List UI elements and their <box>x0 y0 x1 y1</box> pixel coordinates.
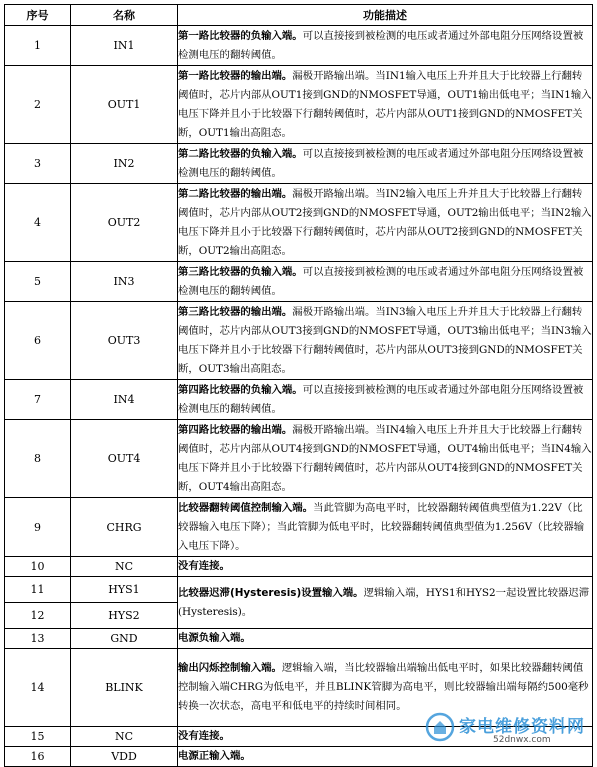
description-title: 第三路比较器的负输入端。 <box>178 265 303 278</box>
pin-function-table <box>4 4 593 767</box>
description-text: 逻辑输入端，当比较器输出端输出低电平时，如果比较器翻转阈值控制输入端CHRG为低电平，并且BLINK管脚为高电平，则比较器输出端每隔约500毫秒转换一次状态，高电平和低电平的持续时间相同。 <box>178 662 589 712</box>
pin-number: 6 <box>5 302 71 380</box>
table-row <box>5 498 593 557</box>
table-row <box>5 577 593 603</box>
pin-description <box>178 66 593 144</box>
pin-name: IN1 <box>71 26 178 66</box>
table-row <box>5 184 593 262</box>
description-text: 漏极开路输出端。当IN3输入电压上升并且大于比较器上行翻转阈值时，芯片内部从OUT3接到GND的NMOSFET导通，OUT3输出低电平；当IN3输入电压下降并且小于比较器下行翻转阈值时，芯片内部从OUT3接到GND的NMOSFET关断，OUT3输出高阻态。 <box>178 305 592 375</box>
description-title: 电源负输入端。 <box>178 632 251 644</box>
pin-name: BLINK <box>71 649 178 727</box>
description-title: 比较器翻转阈值控制输入端。 <box>178 501 314 514</box>
table-row <box>5 144 593 184</box>
watermark-text: 家电维修资料网 <box>459 717 585 737</box>
description-title: 第一路比较器的输出端。 <box>178 69 293 82</box>
description-title: 第四路比较器的输出端。 <box>178 423 293 436</box>
table-row <box>5 557 593 577</box>
description-text: 漏极开路输出端。当IN2输入电压上升并且大于比较器上行翻转阈值时，芯片内部从OUT2接到GND的NMOSFET导通，OUT2输出低电平；当IN2输入电压下降并且小于比较器下行翻转阈值时，芯片内部从OUT2接到GND的NMOSFET关断，OUT2输出高阻态。 <box>178 187 592 257</box>
table-header-row <box>5 5 593 26</box>
pin-description <box>178 302 593 380</box>
pin-description <box>178 629 593 649</box>
pin-name: VDD <box>71 747 178 767</box>
pin-number: 9 <box>5 498 71 557</box>
pin-description <box>178 262 593 302</box>
pin-name: NC <box>71 727 178 747</box>
description-title: 比较器迟滞(Hysteresis)设置输入端。 <box>178 586 364 599</box>
description-text: 可以直接接到被检测的电压或者通过外部电阻分压网络设置被检测电压的翻转阈值。 <box>178 383 584 415</box>
table-row <box>5 380 593 420</box>
pin-description <box>178 498 593 557</box>
pin-name: HYS1 <box>71 577 178 603</box>
description-title: 电源正输入端。 <box>178 750 251 762</box>
description-title: 第二路比较器的负输入端。 <box>178 147 303 160</box>
pin-number: 2 <box>5 66 71 144</box>
description-text: 当此管脚为高电平时，比较器翻转阈值典型值为1.22V（比较器输入电压下降）；当此管脚为低电平时，比较器翻转阈值典型值为1.256V（比较器输入电压下降）。 <box>178 501 585 552</box>
site-watermark <box>419 710 591 752</box>
pin-name: OUT2 <box>71 184 178 262</box>
pin-description <box>178 26 593 66</box>
description-text: 可以直接接到被检测的电压或者通过外部电阻分压网络设置被检测电压的翻转阈值。 <box>178 265 584 297</box>
pin-number: 15 <box>5 727 71 747</box>
pin-number: 3 <box>5 144 71 184</box>
description-title: 第一路比较器的负输入端。 <box>178 29 303 42</box>
description-text: 漏极开路输出端。当IN1输入电压上升并且大于比较器上行翻转阈值时，芯片内部从OUT1接到GND的NMOSFET导通，OUT1输出低电平；当IN1输入电压下降并且小于比较器下行翻转阈值时，芯片内部从OUT1接到GND的NMOSFET关断，OUT1输出高阻态。 <box>178 69 592 139</box>
pin-number: 16 <box>5 747 71 767</box>
pin-name: NC <box>71 557 178 577</box>
pin-number: 11 <box>5 577 71 603</box>
pin-name: HYS2 <box>71 603 178 629</box>
pin-name: OUT4 <box>71 420 178 498</box>
table-row <box>5 629 593 649</box>
pin-name: GND <box>71 629 178 649</box>
pin-name: CHRG <box>71 498 178 557</box>
description-title: 输出闪烁控制输入端。 <box>178 662 282 674</box>
table-row <box>5 302 593 380</box>
pin-number: 7 <box>5 380 71 420</box>
pin-number: 14 <box>5 649 71 727</box>
pin-description <box>178 577 593 629</box>
description-text: 逻辑输入端，HYS1和HYS2一起设置比较器迟滞(Hysteresis)。 <box>178 586 590 618</box>
description-title: 第二路比较器的输出端。 <box>178 187 293 200</box>
pin-description <box>178 420 593 498</box>
pin-description <box>178 184 593 262</box>
pin-number: 10 <box>5 557 71 577</box>
table-row <box>5 26 593 66</box>
description-text: 漏极开路输出端。当IN4输入电压上升并且大于比较器上行翻转阈值时，芯片内部从OUT4接到GND的NMOSFET导通，OUT4输出低电平；当IN4输入电压下降并且小于比较器下行翻转阈值时，芯片内部从OUT4接到GND的NMOSFET关断，OUT4输出高阻态。 <box>178 423 592 493</box>
table-row <box>5 420 593 498</box>
header-number: 序号 <box>5 5 71 26</box>
pin-description <box>178 144 593 184</box>
header-name: 名称 <box>71 5 178 26</box>
pin-number: 5 <box>5 262 71 302</box>
pin-name: OUT3 <box>71 302 178 380</box>
pin-description <box>178 380 593 420</box>
pin-number: 1 <box>5 26 71 66</box>
description-title: 第三路比较器的输出端。 <box>178 305 293 318</box>
description-title: 第四路比较器的负输入端。 <box>178 383 303 396</box>
pin-name: OUT1 <box>71 66 178 144</box>
description-title: 没有连接。 <box>178 730 230 742</box>
watermark-url: 52dnwx.com <box>493 735 551 745</box>
pin-name: IN3 <box>71 262 178 302</box>
pin-number: 12 <box>5 603 71 629</box>
pin-number: 13 <box>5 629 71 649</box>
pin-number: 8 <box>5 420 71 498</box>
pin-description <box>178 557 593 577</box>
description-text: 可以直接接到被检测的电压或者通过外部电阻分压网络设置被检测电压的翻转阈值。 <box>178 147 584 179</box>
pin-number: 4 <box>5 184 71 262</box>
description-title: 没有连接。 <box>178 560 230 572</box>
pin-name: IN4 <box>71 380 178 420</box>
description-text: 可以直接接到被检测的电压或者通过外部电阻分压网络设置被检测电压的翻转阈值。 <box>178 29 584 61</box>
header-function: 功能描述 <box>178 5 593 26</box>
table-row <box>5 66 593 144</box>
pin-name: IN2 <box>71 144 178 184</box>
watermark-logo-icon <box>425 712 455 742</box>
table-row <box>5 262 593 302</box>
